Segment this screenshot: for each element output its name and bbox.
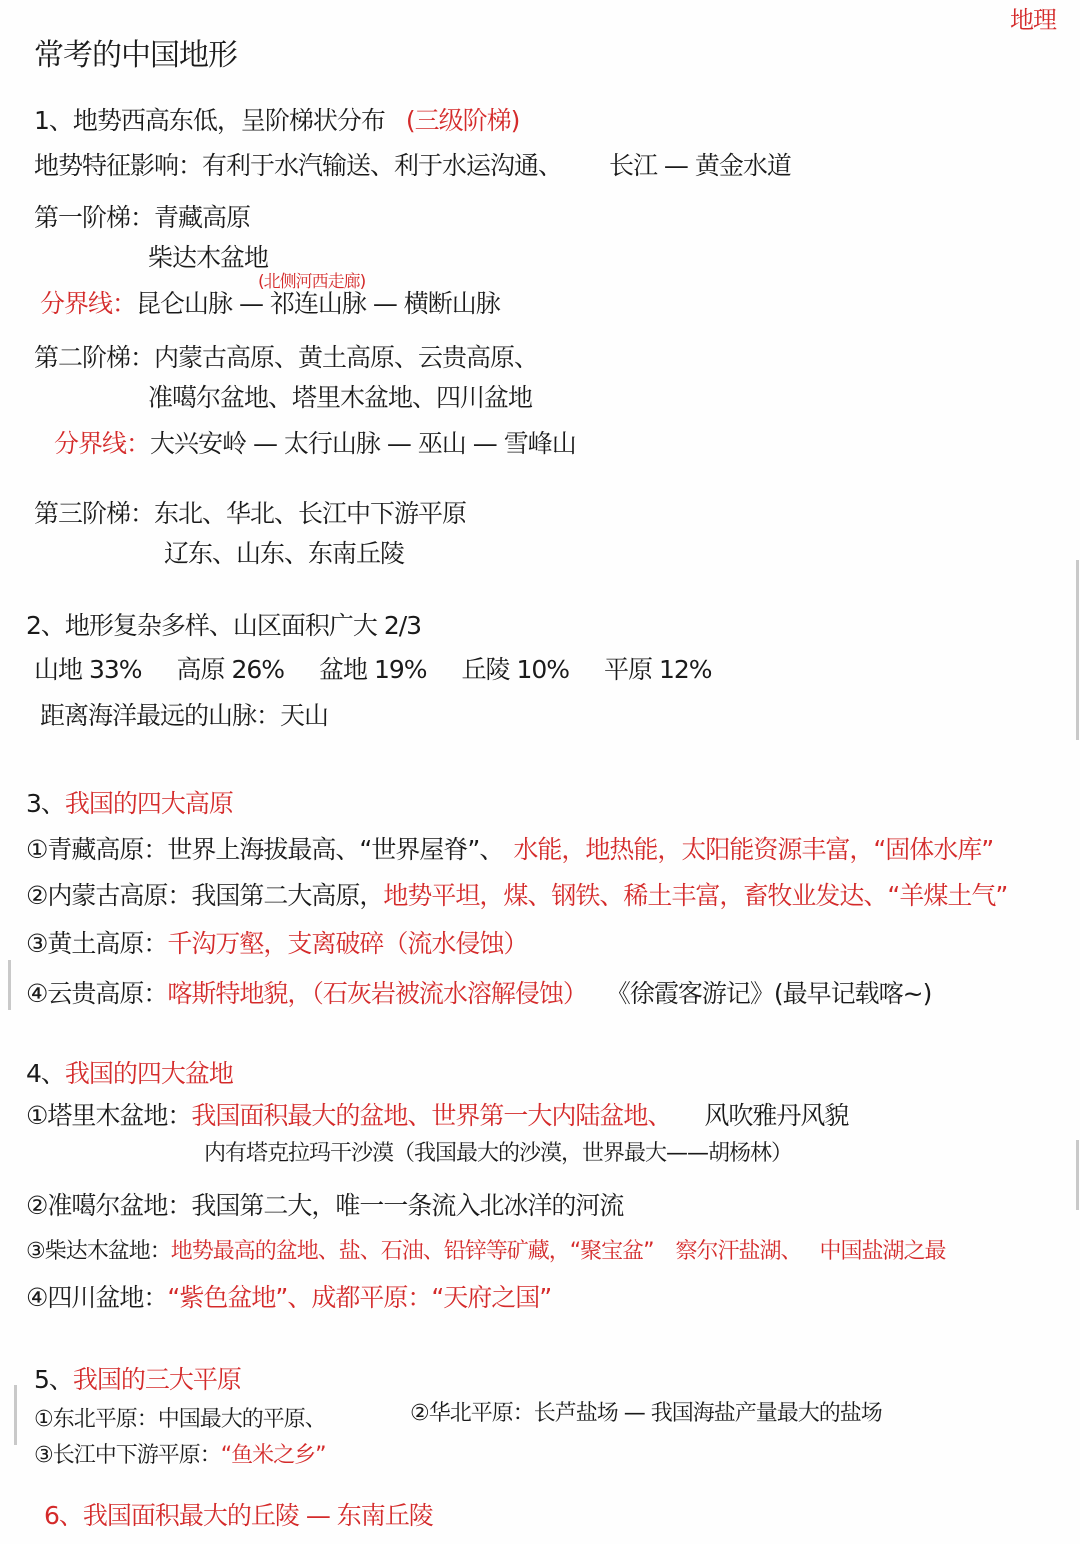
stat-name: 平原: [604, 655, 653, 684]
section-1-title: 地势西高东低，呈阶梯状分布: [72, 106, 385, 135]
section-4-number: 4、: [26, 1059, 65, 1088]
step-2-row: [34, 342, 538, 374]
section-3-title: 我国的四大高原: [64, 789, 233, 818]
section-1-number: 1、: [34, 106, 73, 135]
boundary-1-label: 分界线：: [40, 289, 137, 318]
stat-hill: [462, 655, 570, 684]
basin-3-lake: 察尔汗盐湖、: [675, 1239, 802, 1264]
basin-4-label: ④四川盆地：: [26, 1283, 168, 1312]
page-edge-mark: [1076, 1140, 1079, 1210]
step-1-item-b: 柴达木盆地: [148, 243, 269, 272]
step-3-row: [34, 498, 466, 530]
basin-tarim: [26, 1100, 848, 1132]
stat-basin: [319, 655, 427, 684]
stat-name: 盆地: [319, 655, 368, 684]
boundary-2-label: 分界线：: [54, 429, 151, 458]
boundary-1-row: [40, 288, 500, 320]
stat-value: 33%: [88, 655, 142, 684]
stat-value: 10%: [516, 655, 570, 684]
terrain-influence-text: 地势特征影响：有利于水汽输送、利于水运沟通、: [34, 151, 563, 180]
plateau-4-label: ④云贵高原：: [26, 979, 168, 1008]
farthest-mountain: 距离海洋最远的山脉：天山: [40, 701, 329, 730]
basin-qaidam: [26, 1236, 946, 1268]
stat-mountain: [34, 655, 142, 684]
plain-dongbei: ①东北平原：中国最大的平原、: [34, 1407, 326, 1432]
section-4-title: 我国的四大盆地: [64, 1059, 233, 1088]
step-1-item-a: 青藏高原: [154, 203, 251, 232]
basin-1-detail: 我国面积最大的盆地、世界第一大内陆盆地、: [191, 1101, 672, 1130]
boundary-2-text: 大兴安岭 — 太行山脉 — 巫山 — 雪峰山: [150, 429, 576, 458]
stat-name: 丘陵: [461, 655, 510, 684]
basin-3-detail: 地势最高的盆地、盐、石油、铅锌等矿藏，“聚宝盆”: [170, 1239, 654, 1264]
basin-1-extra: 风吹雅丹风貌: [704, 1101, 849, 1130]
stat-value: 19%: [373, 655, 427, 684]
step-3-item-b: 辽东、山东、东南丘陵: [164, 539, 405, 568]
step-3-label: 第三阶梯：: [34, 499, 155, 528]
section-3-heading: [26, 788, 233, 820]
plateau-1-detail: 水能，地热能，太阳能资源丰富，“固体水库”: [513, 835, 994, 864]
plateau-3-label: ③黄土高原：: [26, 929, 168, 958]
boundary-1-text: 昆仑山脉 — 祁连山脉 — 横断山脉: [136, 289, 500, 318]
boundary-2-row: [54, 428, 576, 460]
plateau-qingzang: [26, 834, 993, 866]
plain-changjiang: [34, 1440, 326, 1472]
plain-3-label: ③长江中下游平原：: [34, 1443, 221, 1468]
section-5-heading: [34, 1364, 241, 1396]
step-2-item-b: 准噶尔盆地、塔里木盆地、四川盆地: [148, 383, 533, 412]
basin-sichuan: [26, 1282, 551, 1314]
terrain-stats: [34, 654, 712, 686]
page-edge-mark: [1076, 560, 1079, 740]
page-edge-mark: [14, 1385, 17, 1445]
basin-1-line-2: 内有塔克拉玛干沙漠（我国最大的沙漠，世界最大——胡杨林）: [204, 1141, 793, 1166]
plateau-yungui: [26, 978, 931, 1010]
plateau-1-label: ①青藏高原：世界上海拔最高、“世界屋脊”、: [26, 835, 504, 864]
stat-plateau: [177, 655, 285, 684]
plain-huabei: ②华北平原：长芦盐场 — 我国海盐产量最大的盐场: [410, 1401, 882, 1426]
basin-3-superlative: 中国盐湖之最: [819, 1239, 946, 1264]
section-1-heading: [34, 105, 519, 137]
plateau-4-extra: 《徐霞客游记》(最早记载喀~): [605, 979, 932, 1008]
step-3-item-a: 东北、华北、长江中下游平原: [154, 499, 467, 528]
step-1-label: 第一阶梯：: [34, 203, 155, 232]
basin-4-detail: “紫色盆地”、成都平原：“天府之国”: [167, 1283, 552, 1312]
plateau-3-detail: 千沟万壑，支离破碎（流水侵蚀）: [167, 929, 528, 958]
section-4-heading: [26, 1058, 233, 1090]
plateau-neimenggu: [26, 880, 1007, 912]
stat-plain: [604, 655, 712, 684]
section-3-number: 3、: [26, 789, 65, 818]
section-6-text: 6、我国面积最大的丘陵 — 东南丘陵: [44, 1501, 433, 1530]
stat-value: 12%: [658, 655, 712, 684]
terrain-influence: [34, 150, 791, 182]
plateau-4-detail: 喀斯特地貌，（石灰岩被流水溶解侵蚀）: [167, 979, 587, 1008]
subject-tag: 地理: [1010, 6, 1056, 34]
boundary-1-note: (北侧河西走廊): [258, 272, 366, 292]
page-edge-mark: [8, 960, 11, 1010]
section-5-number: 5、: [34, 1365, 73, 1394]
step-1-row: [34, 202, 250, 234]
stat-value: 26%: [231, 655, 285, 684]
stat-name: 高原: [176, 655, 225, 684]
section-1-note: (三级阶梯): [405, 106, 520, 135]
plateau-2-label: ②内蒙古高原：我国第二大高原，: [26, 881, 384, 910]
stat-name: 山地: [34, 655, 83, 684]
basin-3-label: ③柴达木盆地：: [26, 1239, 171, 1264]
section-5-title: 我国的三大平原: [72, 1365, 241, 1394]
basin-1-label: ①塔里木盆地：: [26, 1101, 192, 1130]
page-title: 常考的中国地形: [34, 38, 237, 73]
step-2-label: 第二阶梯：: [34, 343, 155, 372]
step-2-item-a: 内蒙古高原、黄土高原、云贵高原、: [154, 343, 539, 372]
plateau-2-detail: 地势平坦，煤、钢铁、稀土丰富，畜牧业发达、“羊煤土气”: [383, 881, 1008, 910]
plain-3-detail: “鱼米之乡”: [220, 1443, 326, 1468]
plateau-huangtu: [26, 928, 527, 960]
basin-junggar: ②准噶尔盆地：我国第二大，唯一一条流入北冰洋的河流: [26, 1191, 624, 1220]
terrain-influence-extra: 长江 — 黄金水道: [608, 151, 791, 180]
section-2-heading: 2、地形复杂多样、山区面积广大 2/3: [26, 611, 422, 640]
